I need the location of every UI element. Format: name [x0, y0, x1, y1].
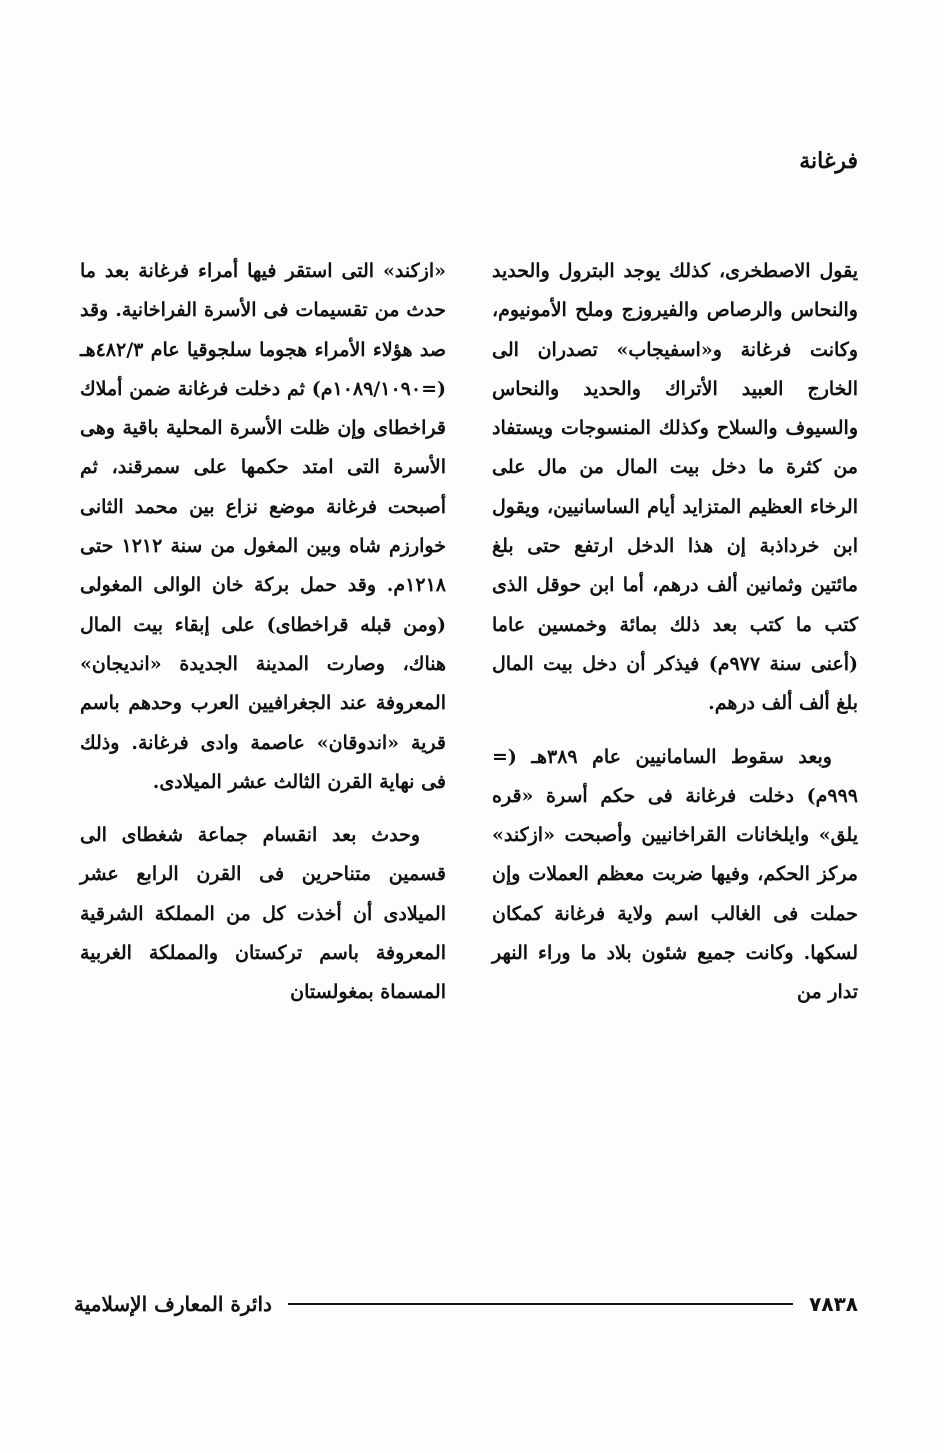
left-paragraph-2: وحدث بعد انقسام جماعة شغطاى الى قسمين متناحرين فى القرن الرابع عشر الميلادى أن أخذت كل من المملكة الشرقية المعروفة باسم تركستان والمملكة الغربية المسماة بمغولستان: [80, 824, 446, 1004]
left-column: [80, 252, 446, 1027]
right-column: [492, 252, 858, 1027]
journal-title: دائرة المعارف الإسلامية: [74, 1292, 272, 1316]
running-head: فرغانة: [799, 148, 858, 174]
footer-rule: [288, 1303, 793, 1305]
left-paragraph-1: «ازكند» التى استقر فيها أمراء فرغانة بعد ما حدث من تقسيمات فى الأسرة الفراخانية. وقد صد هؤلاء الأمراء هجوما سلجوقيا عام ٤٨٢/٣هـ (=١٠٨٩/١٠٩٠م) ثم دخلت فرغانة ضمن أملاك قراخطاى وإن ظلت الأسرة المحلية باقية وهى الأسرة التى امتد حكمها على سمرقند، ثم أصبحت فرغانة موضع نزاع بين محمد الثانى خوارزم شاه وبين المغول من سنة ١٢١٢ حتى ١٢١٨م. وقد حمل بركة خان الوالى المغولى (ومن قبله قراخطاى) على إبقاء بيت المال هناك، وصارت المدينة الجديدة «انديجان» المعروفة عند الجغرافيين العرب وحدهم باسم قرية «اندوقان» عاصمة وادى فرغانة. وذلك فى نهاية القرن الثالث عشر الميلادى.: [80, 260, 446, 793]
right-paragraph-2: وبعد سقوط السامانيين عام ٣٨٩هـ (= ٩٩٩م) دخلت فرغانة فى حكم أسرة «قره يلق» وايلخانات القراخانيين وأصبحت «ازكند» مركز الحكم، وفيها ضربت معظم العملات وإن حملت فى الغالب اسم ولاية فرغانة كمكان لسكها. وكانت جميع شئون بلاد ما وراء النهر تدار من: [492, 745, 858, 1004]
right-paragraph-1: يقول الاصطخرى، كذلك يوجد البترول والحديد والنحاس والرصاص والفيروزج وملح الأمونيوم، وكانت فرغانة و«اسفيجاب» تصدران الى الخارج العبيد الأتراك والحديد والنحاس والسيوف والسلاح وكذلك المنسوجات ويستفاد من كثرة ما دخل بيت المال من مال على الرخاء العظيم المتزايد أيام الساسانيين، ويقول ابن خرداذبة إن هذا الدخل ارتفع حتى بلغ مائتين وثمانين ألف درهم، أما ابن حوقل الذى كتب ما كتب بعد ذلك بمائة وخمسين عاما (أعنى سنة ٩٧٧م) فيذكر أن دخل بيت المال بلغ ألف ألف درهم.: [492, 260, 859, 715]
page-number: ٧٨٣٨: [809, 1292, 858, 1316]
page-footer: [74, 1284, 858, 1324]
